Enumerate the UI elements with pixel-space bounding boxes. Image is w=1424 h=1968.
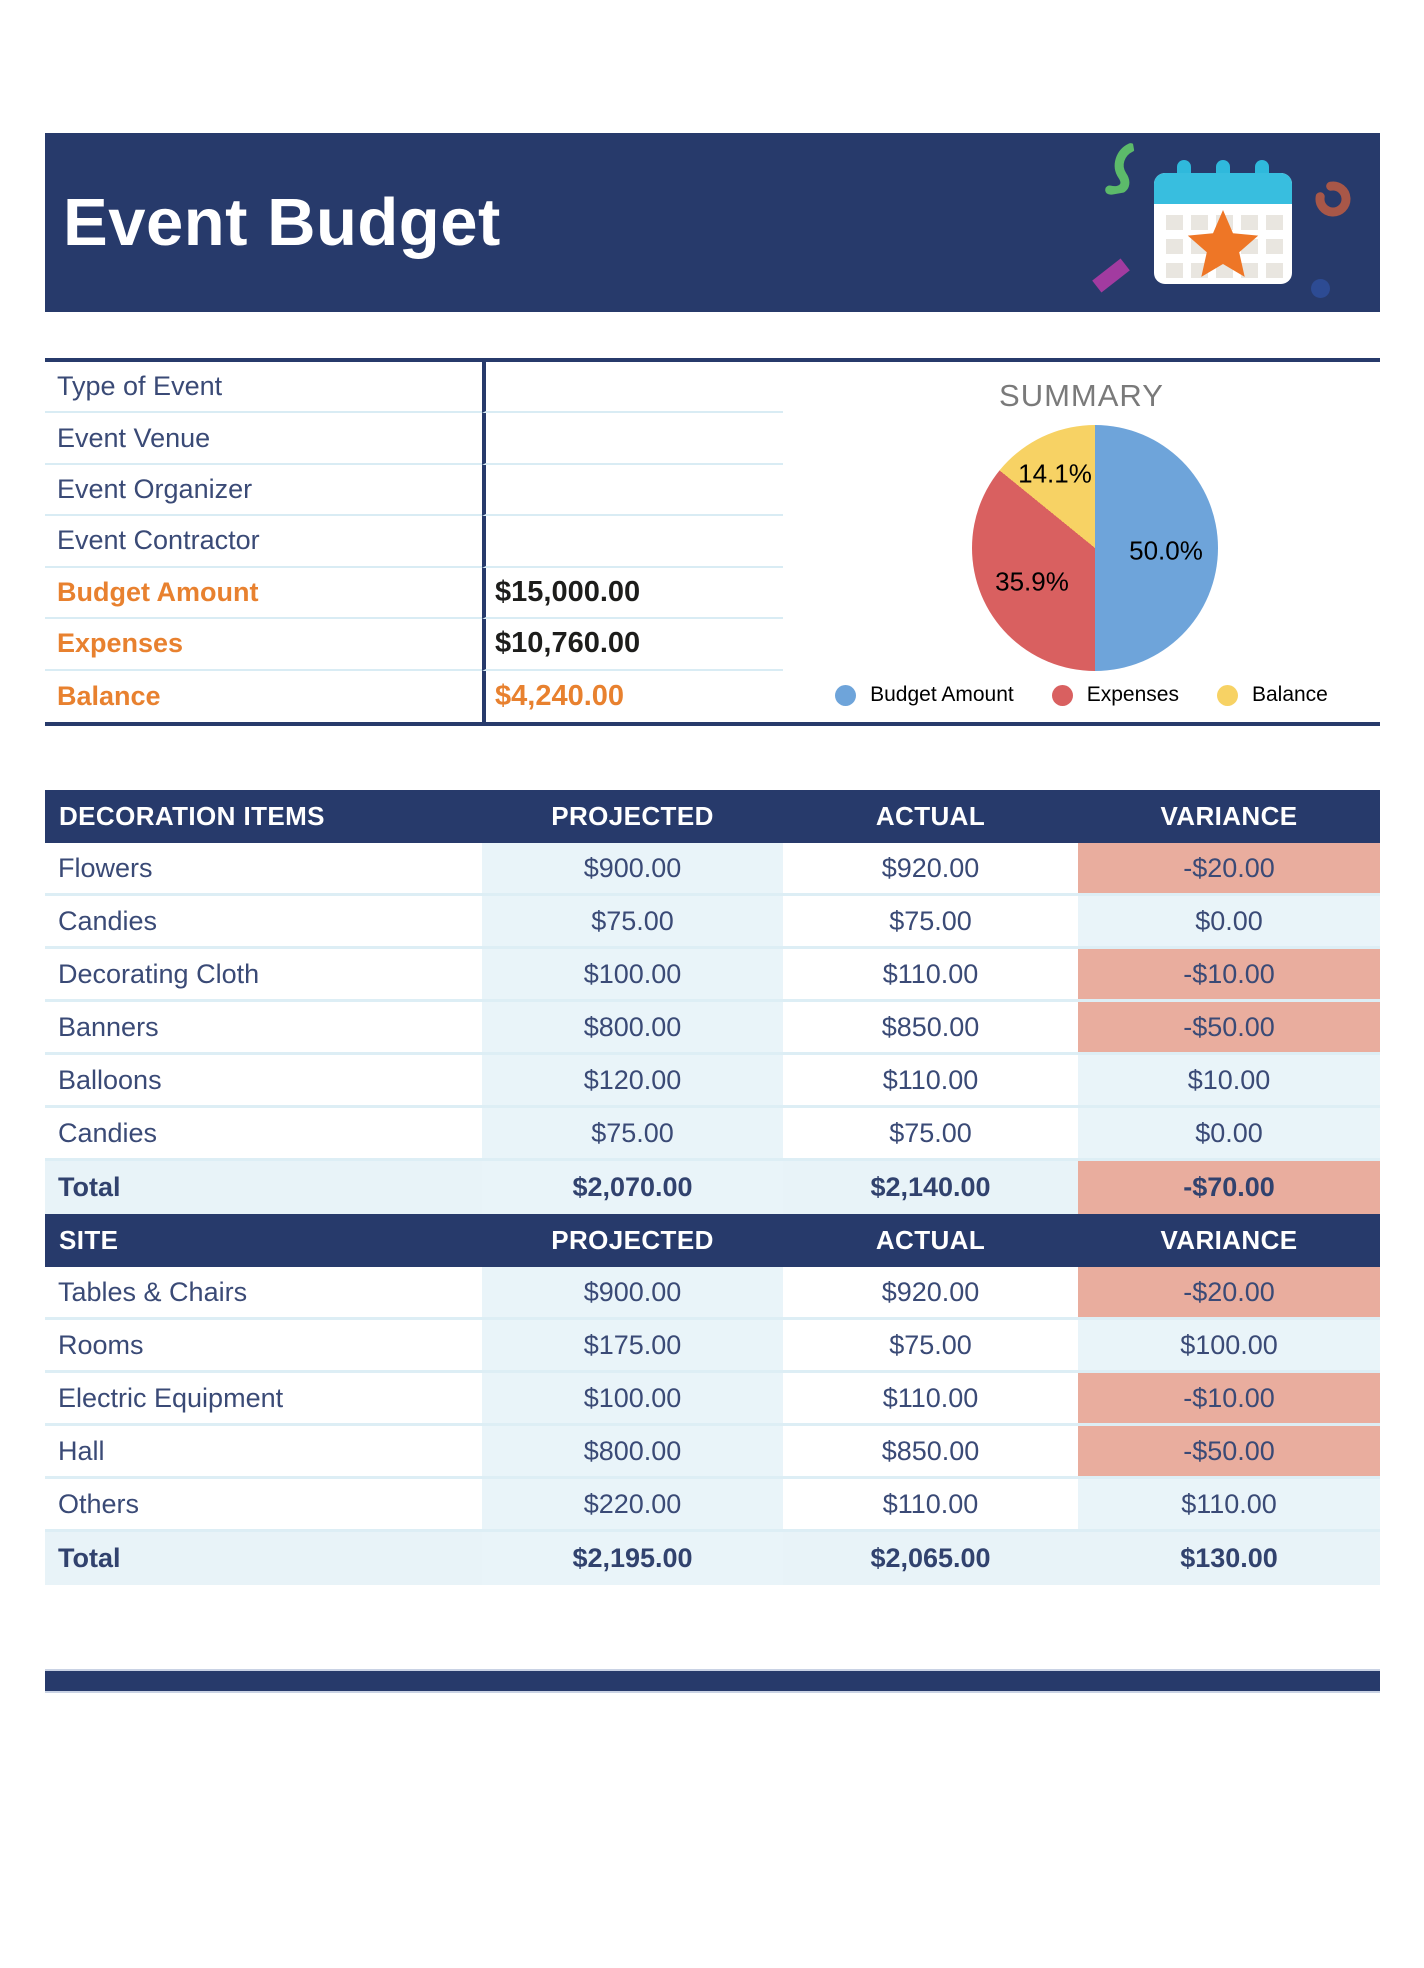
budget-table <box>45 790 1380 1214</box>
projected-cell[interactable]: $175.00 <box>482 1320 783 1373</box>
projected-cell[interactable]: $2,070.00 <box>482 1161 783 1214</box>
overview-section <box>45 358 1380 726</box>
calendar-icon <box>1154 160 1292 284</box>
item-cell[interactable]: Total <box>45 1532 482 1585</box>
column-header: ACTUAL <box>783 1214 1078 1267</box>
item-cell[interactable]: Electric Equipment <box>45 1373 482 1426</box>
actual-cell[interactable]: $110.00 <box>783 949 1078 1002</box>
column-header: PROJECTED <box>482 790 783 843</box>
legend-item <box>1052 683 1179 707</box>
column-header: DECORATION ITEMS <box>45 790 482 843</box>
actual-cell[interactable]: $110.00 <box>783 1055 1078 1108</box>
variance-cell[interactable]: $10.00 <box>1078 1055 1380 1108</box>
projected-cell[interactable]: $120.00 <box>482 1055 783 1108</box>
banner <box>45 133 1380 312</box>
info-label: Expenses <box>45 619 482 670</box>
info-value[interactable] <box>482 413 783 464</box>
legend-dot-expenses <box>1052 685 1073 706</box>
item-cell[interactable]: Total <box>45 1161 482 1214</box>
item-cell[interactable]: Hall <box>45 1426 482 1479</box>
variance-cell[interactable]: $110.00 <box>1078 1479 1380 1532</box>
actual-cell[interactable]: $850.00 <box>783 1002 1078 1055</box>
legend-label: Expenses <box>1086 683 1179 706</box>
variance-cell[interactable]: $0.00 <box>1078 896 1380 949</box>
projected-cell[interactable]: $75.00 <box>482 896 783 949</box>
info-value[interactable]: $4,240.00 <box>482 671 783 722</box>
legend-dot-budget-amount <box>835 685 856 706</box>
info-label: Event Venue <box>45 413 482 464</box>
variance-cell[interactable]: $130.00 <box>1078 1532 1380 1585</box>
star-icon <box>1188 210 1258 277</box>
info-value[interactable] <box>482 362 783 413</box>
item-cell[interactable]: Candies <box>45 1108 482 1161</box>
projected-cell[interactable]: $800.00 <box>482 1002 783 1055</box>
info-value[interactable]: $15,000.00 <box>482 568 783 619</box>
projected-cell[interactable]: $900.00 <box>482 1267 783 1320</box>
info-label: Type of Event <box>45 362 482 413</box>
variance-cell[interactable]: -$20.00 <box>1078 1267 1380 1320</box>
variance-cell[interactable]: $100.00 <box>1078 1320 1380 1373</box>
legend-item <box>1217 683 1328 707</box>
pie-label-budget-amount: 50.0% <box>1129 535 1203 566</box>
legend-item <box>835 683 1014 707</box>
info-value[interactable] <box>482 465 783 516</box>
info-table <box>45 362 783 722</box>
info-label: Budget Amount <box>45 568 482 619</box>
projected-cell[interactable]: $800.00 <box>482 1426 783 1479</box>
page-title: Event Budget <box>63 185 501 260</box>
column-header: VARIANCE <box>1078 790 1380 843</box>
info-label: Balance <box>57 680 161 711</box>
variance-cell[interactable]: -$50.00 <box>1078 1002 1380 1055</box>
summary-title: SUMMARY <box>999 378 1164 413</box>
actual-cell[interactable]: $110.00 <box>783 1373 1078 1426</box>
projected-cell[interactable]: $900.00 <box>482 843 783 896</box>
actual-cell[interactable]: $850.00 <box>783 1426 1078 1479</box>
confetti-squiggle-icon <box>1097 140 1141 195</box>
variance-cell[interactable]: $0.00 <box>1078 1108 1380 1161</box>
item-cell[interactable]: Flowers <box>45 843 482 896</box>
variance-cell[interactable]: -$70.00 <box>1078 1161 1380 1214</box>
variance-cell[interactable]: -$10.00 <box>1078 949 1380 1002</box>
item-cell[interactable]: Decorating Cloth <box>45 949 482 1002</box>
variance-cell[interactable]: -$10.00 <box>1078 1373 1380 1426</box>
budget-tables <box>45 790 1380 1585</box>
item-cell[interactable]: Tables & Chairs <box>45 1267 482 1320</box>
actual-cell[interactable]: $75.00 <box>783 1108 1078 1161</box>
budget-table <box>45 1214 1380 1585</box>
projected-cell[interactable]: $2,195.00 <box>482 1532 783 1585</box>
bottom-bar <box>45 1669 1380 1693</box>
column-header: ACTUAL <box>783 790 1078 843</box>
item-cell[interactable]: Banners <box>45 1002 482 1055</box>
pie-label-balance: 14.1% <box>1018 458 1092 489</box>
projected-cell[interactable]: $100.00 <box>482 949 783 1002</box>
item-cell[interactable]: Others <box>45 1479 482 1532</box>
confetti-ribbon-icon <box>1092 259 1130 293</box>
actual-cell[interactable]: $75.00 <box>783 896 1078 949</box>
variance-cell[interactable]: -$20.00 <box>1078 843 1380 896</box>
column-header: SITE <box>45 1214 482 1267</box>
pie-label-expenses: 35.9% <box>995 566 1069 597</box>
legend-label: Budget Amount <box>870 683 1014 706</box>
info-label: Event Organizer <box>45 465 482 516</box>
item-cell[interactable]: Rooms <box>45 1320 482 1373</box>
column-header: PROJECTED <box>482 1214 783 1267</box>
chart-legend <box>783 683 1380 707</box>
legend-dot-balance <box>1217 685 1238 706</box>
projected-cell[interactable]: $100.00 <box>482 1373 783 1426</box>
info-value[interactable]: $10,760.00 <box>482 619 783 670</box>
info-label: Event Contractor <box>45 516 482 567</box>
variance-cell[interactable]: -$50.00 <box>1078 1426 1380 1479</box>
column-header: VARIANCE <box>1078 1214 1380 1267</box>
actual-cell[interactable]: $920.00 <box>783 1267 1078 1320</box>
legend-label: Balance <box>1251 683 1328 706</box>
actual-cell[interactable]: $2,140.00 <box>783 1161 1078 1214</box>
actual-cell[interactable]: $920.00 <box>783 843 1078 896</box>
projected-cell[interactable]: $220.00 <box>482 1479 783 1532</box>
item-cell[interactable]: Candies <box>45 896 482 949</box>
confetti-arc-icon <box>1315 178 1351 220</box>
actual-cell[interactable]: $75.00 <box>783 1320 1078 1373</box>
actual-cell[interactable]: $2,065.00 <box>783 1532 1078 1585</box>
confetti-dot-icon <box>1311 279 1330 298</box>
actual-cell[interactable]: $110.00 <box>783 1479 1078 1532</box>
projected-cell[interactable]: $75.00 <box>482 1108 783 1161</box>
item-cell[interactable]: Balloons <box>45 1055 482 1108</box>
info-value[interactable] <box>482 516 783 567</box>
